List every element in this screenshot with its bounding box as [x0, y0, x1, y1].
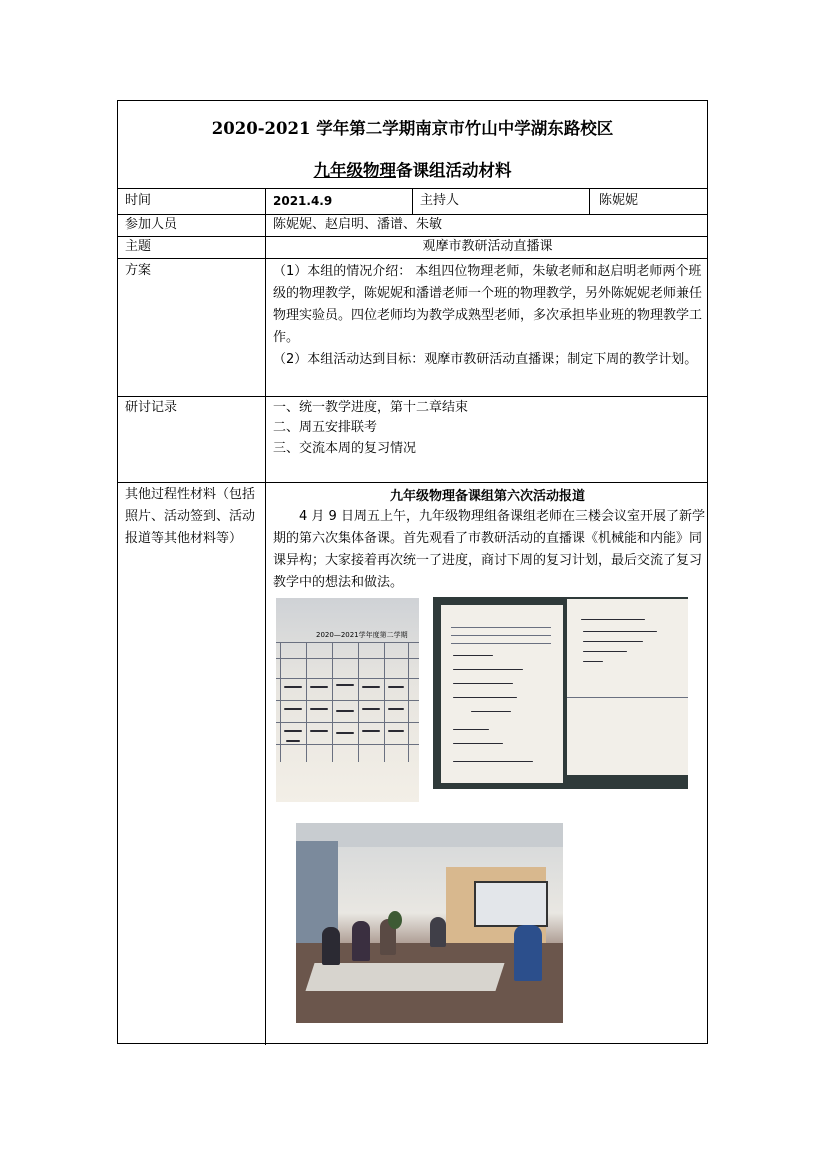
document-table — [117, 100, 708, 1044]
column-divider — [265, 188, 266, 1045]
record-item-2: 二、周五安排联考 — [273, 420, 378, 435]
host-label: 主持人 — [420, 193, 460, 208]
host-value: 陈妮妮 — [599, 193, 639, 208]
sheet-caption: 2020—2021学年度第二学期 — [316, 631, 408, 639]
plan-label: 方案 — [125, 263, 152, 278]
document-subtitle — [118, 157, 707, 181]
subtitle-grade-subject: 九年级物理 — [313, 161, 396, 180]
row-divider — [118, 482, 707, 483]
report-body: 4 月 9 日周五上午，九年级物理组备课组老师在三楼会议室开展了新学期的第六次集体备课。首先观看了市教研活动的直播课《机械能和内能》同课异构；大家接着再次统一了进度，商讨下周的复习计划，最后交流了复习教学中的想法和做法。 — [273, 509, 705, 590]
sign-in-sheet-photo — [276, 598, 419, 802]
other-materials-label: 其他过程性材料（包括照片、活动签到、活动报道等其他材料等） — [125, 487, 256, 546]
time-label: 时间 — [125, 193, 152, 208]
row-divider — [118, 258, 707, 259]
meeting-room-photo — [296, 823, 563, 1023]
column-divider — [412, 188, 413, 214]
time-value: 2021.4.9 — [273, 194, 333, 208]
row-divider — [118, 396, 707, 397]
column-divider — [589, 188, 590, 214]
document-title: 2020-2021 学年第二学期南京市竹山中学湖东路校区 — [211, 119, 614, 138]
report-title: 九年级物理备课组第六次活动报道 — [389, 489, 585, 504]
record-item-1: 一、统一教学进度，第十二章结束 — [273, 400, 469, 415]
record-item-3: 三、交流本周的复习情况 — [273, 441, 417, 456]
participants-value: 陈妮妮、赵启明、潘谱、朱敏 — [273, 217, 443, 232]
activity-record-photo — [433, 597, 688, 789]
participants-label: 参加人员 — [125, 217, 178, 232]
plan-paragraph-2: （2）本组活动达到目标：观摩市教研活动直播课；制定下周的教学计划。 — [273, 352, 698, 367]
plan-paragraph-1: （1）本组的情况介绍： 本组四位物理老师，朱敏老师和赵启明老师两个班级的物理教学，陈妮妮和潘谱老师一个班的物理教学，另外陈妮妮老师兼任物理实验员。四位老师均为教学成熟型老师，多次承担毕业班的物理教学工作。 — [273, 264, 703, 345]
topic-label: 主题 — [125, 239, 152, 254]
topic-value: 观摩市教研活动直播课 — [422, 239, 553, 254]
record-label: 研讨记录 — [125, 400, 178, 415]
subtitle-rest: 备课组活动材料 — [396, 161, 512, 180]
